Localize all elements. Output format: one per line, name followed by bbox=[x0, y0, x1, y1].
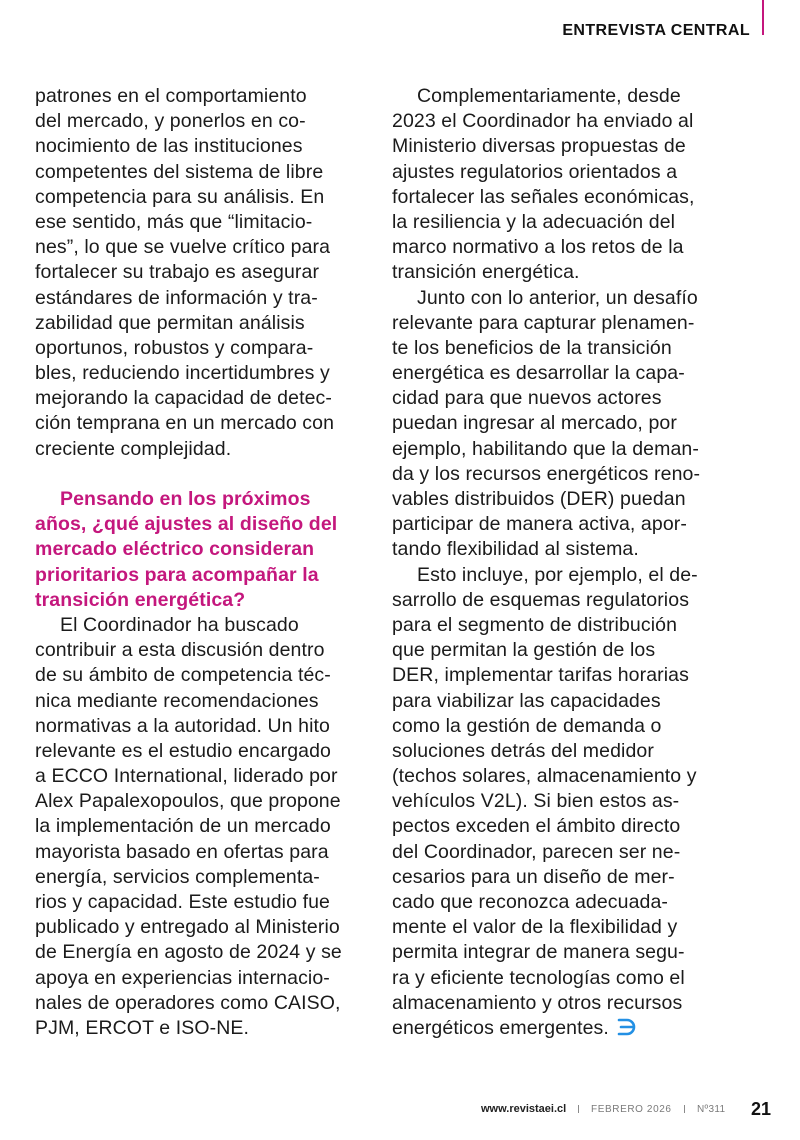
text-line: ra y eficiente tecnologías como el bbox=[392, 966, 685, 989]
text-line: pectos exceden el ámbito directo bbox=[392, 815, 681, 838]
text-line: para el segmento de distribución bbox=[392, 613, 678, 636]
text-line: creciente complejidad. bbox=[35, 437, 232, 460]
text-line: que permitan la gestión de los bbox=[392, 639, 656, 662]
text-line: cidad para que nuevos actores bbox=[392, 387, 662, 410]
body-paragraph bbox=[35, 84, 365, 462]
text-line: PJM, ERCOT e ISO-NE. bbox=[35, 1016, 250, 1039]
text-line: de Energía en agosto de 2024 y se bbox=[35, 941, 342, 964]
text-line: fortalecer su trabajo es asegurar bbox=[35, 261, 320, 284]
text-line: a ECCO International, liderado por bbox=[35, 765, 338, 788]
text-line: rios y capacidad. Este estudio fue bbox=[35, 891, 330, 913]
text-line: nocimiento de las instituciones bbox=[35, 135, 303, 158]
text-line: ajustes regulatorios orientados a bbox=[392, 160, 678, 183]
text-line: DER, implementar tarifas horarias bbox=[392, 664, 689, 687]
right-column bbox=[392, 84, 722, 1041]
text-line: nica mediante recomendaciones bbox=[35, 689, 319, 712]
text-line: ción temprana en un mercado con bbox=[35, 412, 335, 435]
text-line: soluciones detrás del medidor bbox=[392, 739, 654, 762]
text-line: mayorista basado en ofertas para bbox=[35, 840, 329, 863]
text-line: 2023 el Coordinador ha enviado al bbox=[392, 110, 694, 133]
text-line: mejorando la capacidad de detec- bbox=[35, 387, 332, 410]
text-line: la implementación de un mercado bbox=[35, 815, 331, 838]
text-line: transición energética. bbox=[392, 261, 580, 284]
text-line: tando flexibilidad al sistema. bbox=[392, 538, 639, 561]
text-line: cado que reconozca adecuada- bbox=[392, 891, 668, 913]
text-line: vables distribuidos (DER) puedan bbox=[392, 488, 686, 510]
text-line: competentes del sistema de libre bbox=[35, 160, 324, 183]
text-line: relevante para capturar plenamen- bbox=[392, 311, 695, 334]
text-line: energética es desarrollar la capa- bbox=[392, 362, 685, 385]
body-paragraph bbox=[392, 84, 722, 286]
text-line: mente el valor de la flexibilidad y bbox=[392, 916, 678, 939]
text-line: da y los recursos energéticos reno- bbox=[392, 462, 701, 485]
page-number: 21 bbox=[751, 1099, 772, 1119]
text-line: permita integrar de manera segu- bbox=[392, 941, 685, 964]
body-paragraph bbox=[35, 613, 365, 1041]
question-line: transición energética? bbox=[35, 588, 246, 611]
text-line: almacenamiento y otros recursos bbox=[392, 991, 683, 1014]
text-line: te los beneficios de la transición bbox=[392, 336, 672, 359]
body-paragraph bbox=[392, 286, 722, 563]
text-line-last-text: energéticos emergentes. bbox=[392, 1016, 609, 1039]
section-accent-bar bbox=[762, 0, 764, 35]
question-line: prioritarios para acompañar la bbox=[35, 563, 319, 586]
text-line: de su ámbito de competencia téc- bbox=[35, 664, 331, 687]
text-line: fortalecer las señales económicas, bbox=[392, 185, 695, 208]
left-column bbox=[35, 84, 365, 1041]
text-line: puedan ingresar al mercado, por bbox=[392, 412, 677, 435]
text-line: participar de manera activa, apor- bbox=[392, 513, 687, 536]
footer-website: www.revistaei.cl bbox=[481, 1103, 567, 1115]
text-line: Ministerio diversas propuestas de bbox=[392, 135, 686, 158]
text-line: competencia para su análisis. En bbox=[35, 185, 325, 208]
text-line: oportunos, robustos y compara- bbox=[35, 336, 314, 359]
text-line: para viabilizar las capacidades bbox=[392, 689, 661, 712]
text-line: del Coordinador, parecen ser ne- bbox=[392, 840, 681, 863]
footer-divider bbox=[684, 1105, 685, 1113]
text-line: normativas a la autoridad. Un hito bbox=[35, 714, 330, 737]
text-line: estándares de información y tra- bbox=[35, 286, 318, 309]
text-line: vehículos V2L). Si bien estos as- bbox=[392, 790, 680, 813]
text-line: Complementariamente, desde bbox=[417, 85, 681, 107]
text-line: publicado y entregado al Ministerio bbox=[35, 916, 340, 939]
text-line: marco normativo a los retos de la bbox=[392, 236, 684, 259]
text-line: cesarios para un diseño de mer- bbox=[392, 865, 675, 888]
section-title: ENTREVISTA CENTRAL bbox=[562, 22, 750, 39]
text-line: ese sentido, más que “limitacio- bbox=[35, 210, 313, 233]
revista-ei-logo-icon bbox=[616, 1017, 638, 1037]
question-line: Pensando en los próximos bbox=[60, 488, 311, 510]
text-line: apoya en experiencias internacio- bbox=[35, 966, 330, 989]
text-line: sarrollo de esquemas regulatorios bbox=[392, 588, 690, 611]
footer-issue-number: Nº311 bbox=[697, 1104, 726, 1115]
text-line: El Coordinador ha buscado bbox=[60, 613, 299, 636]
text-line: Junto con lo anterior, un desafío bbox=[417, 286, 698, 309]
text-line: energía, servicios complementa- bbox=[35, 865, 320, 888]
text-line: (techos solares, almacenamiento y bbox=[392, 765, 697, 788]
text-line-last bbox=[392, 1016, 722, 1041]
text-line: nales de operadores como CAISO, bbox=[35, 991, 341, 1014]
text-line: relevante es el estudio encargado bbox=[35, 739, 331, 762]
footer-divider bbox=[578, 1105, 579, 1113]
footer-edition-date: FEBRERO 2026 bbox=[591, 1104, 672, 1115]
text-line: nes”, lo que se vuelve crítico para bbox=[35, 236, 331, 259]
text-line: contribuir a esta discusión dentro bbox=[35, 639, 325, 662]
question-line: mercado eléctrico consideran bbox=[35, 538, 315, 561]
text-line: zabilidad que permitan análisis bbox=[35, 311, 305, 334]
text-line: patrones en el comportamiento bbox=[35, 85, 307, 107]
text-line: del mercado, y ponerlos en co- bbox=[35, 110, 306, 133]
question-line: años, ¿qué ajustes al diseño del bbox=[35, 513, 338, 536]
text-line: como la gestión de demanda o bbox=[392, 714, 662, 737]
interview-question bbox=[35, 487, 365, 613]
text-line: ejemplo, habilitando que la deman- bbox=[392, 437, 699, 460]
text-line: Esto incluye, por ejemplo, el de- bbox=[417, 563, 698, 586]
text-line: Alex Papalexopoulos, que propone bbox=[35, 790, 341, 813]
text-line: bles, reduciendo incertidumbres y bbox=[35, 362, 330, 385]
body-paragraph bbox=[392, 563, 722, 1042]
text-line: la resiliencia y la adecuación del bbox=[392, 210, 676, 233]
